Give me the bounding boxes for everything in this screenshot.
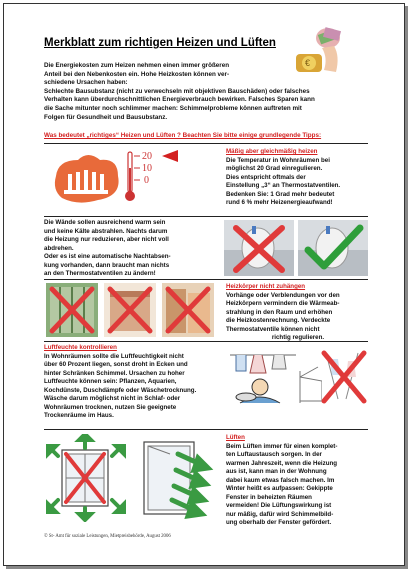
section-line: Fenster in beheizten Räumen <box>226 493 312 501</box>
intro-line: Schlechte Bausubstanz (nicht zu verwechseln mit objektiven Bauschäden) oder falsches <box>44 87 310 95</box>
section-line: Dies entspricht oftmals der <box>226 173 306 181</box>
section-line: über 60 Prozent liegen, sonst droht in Ecken und <box>44 361 188 369</box>
divider <box>44 216 368 217</box>
section-moderate-heating <box>226 148 372 208</box>
section-line: Die Temperatur in Wohnräumen bei <box>226 156 330 164</box>
section-heading: Luftfeuchte kontrollieren <box>44 344 117 351</box>
tips-question: Was bedeutet „richtiges“ Heizen und Lüften ? Beachten Sie bitte einige grundlegende Tipps: <box>44 132 322 139</box>
window-tilted-illustration <box>140 434 214 522</box>
section-line: Wohnräumen trocknen, nutzen Sie geeignete <box>44 403 177 411</box>
intro-line: Die Energiekosten zum Heizen nehmen einen immer größeren <box>44 62 230 69</box>
thermometer-label-20: 20 <box>142 151 152 162</box>
divider <box>44 429 368 430</box>
divider <box>44 341 368 342</box>
section-line: Heizkörpern vermindern die Wärmeab- <box>226 300 340 308</box>
section-line: Beim Lüften immer für einen komplet- <box>226 442 338 450</box>
section-line: richtig regulieren. <box>271 334 325 342</box>
section-line: vermeiden! Die Lüftungswirkung ist <box>226 502 332 510</box>
divider <box>44 143 368 144</box>
thermostat-on-illustration <box>298 220 368 276</box>
section-line: Einstellung „3“ an Thermostatventilen. <box>226 182 341 190</box>
covered-radiator-3-illustration <box>162 283 214 337</box>
thermometer-label-10: 10 <box>142 163 152 174</box>
page-title: Merkblatt zum richtigen Heizen und Lüften <box>44 37 276 49</box>
intro-line: schiedene Ursachen haben: <box>44 79 128 87</box>
section-line: Luftfeuchte können sein: Pflanzen, Aquarien, <box>44 378 177 386</box>
section-line: rund 6 % mehr Heizenergieaufwand! <box>226 199 333 207</box>
section-line: abdrehen. <box>44 244 74 252</box>
section-line: warmen Jahreszeit, wenn die Heizung <box>226 459 338 467</box>
section-line: hinter Schränken Schimmel. Ursachen zu hoher <box>44 369 185 377</box>
footer-copyright: © St- Amt für soziale Leistungen, Mietpreisbehörde, August 2006 <box>44 534 171 539</box>
section-line: Oder es ist eine automatische Nachtabsen- <box>44 253 171 261</box>
section-line: Bedenken Sie: 1 Grad mehr bedeutet <box>226 190 335 198</box>
intro-line: Folgen für Gesundheit und Bausubstanz. <box>44 113 168 121</box>
section-line: Trockenräume im Haus. <box>44 412 114 420</box>
section-line: und keine Kälte abstrahlen. Nachts darum <box>44 227 168 235</box>
section-heading: Mäßig aber gleichmäßig heizen <box>226 148 318 155</box>
section-humidity <box>44 344 220 421</box>
intro-text <box>44 62 364 122</box>
section-line: nur mäßig, dafür wird Schimmelbild- <box>226 510 334 518</box>
thermostat-off-illustration <box>224 220 294 276</box>
section-heading: Lüften <box>226 434 245 441</box>
svg-text:€: € <box>305 58 311 68</box>
section-line: Vorhänge oder Verblendungen vor den <box>226 291 340 299</box>
section-line: kung vorhanden, dann braucht man nichts <box>44 261 170 269</box>
section-line: ten Luftaustausch sorgen. In der <box>226 451 322 459</box>
section-line: Kochdünste, Duschdämpfe oder Wäschetrocknung. <box>44 386 197 394</box>
section-line: dabei kaum etwas falsch machen. Im <box>226 476 335 484</box>
section-line: aus ist, kann man in der Wohnung <box>226 468 327 476</box>
window-open-ventilation-illustration <box>46 434 126 522</box>
section-line: In Wohnräumen sollte die Luftfeuchtigkeit nicht <box>44 352 184 360</box>
section-warm-walls <box>44 219 212 279</box>
section-line: ung oberhalb der Fenster gefördert. <box>226 519 332 527</box>
laundry-drying-illustration <box>226 347 370 405</box>
section-line: Die Wände sollen ausreichend warm sein <box>44 219 166 226</box>
intro-line: Anteil bei den Nebenkosten ein. Hohe Heizkosten können ver- <box>44 70 230 78</box>
covered-radiator-1-illustration <box>46 283 98 337</box>
section-line: Winter heißt es aufpassen: Gekippte <box>226 485 333 493</box>
section-line: an den Thermostatventilen zu ändern! <box>44 270 156 278</box>
section-ventilation <box>226 434 372 528</box>
section-line: die Heizkostenrechnung. Verdeckte <box>226 317 331 325</box>
divider <box>44 279 368 280</box>
heater-thermometer-illustration <box>48 146 218 208</box>
section-heading: Heizkörper nicht zuhängen <box>226 283 306 290</box>
section-line: möglichst 20 Grad einregulieren. <box>226 165 323 173</box>
section-dont-cover-radiators <box>226 283 370 343</box>
intro-line: die Sache mitunter noch schlimmer machen: Schimmelprobleme können auftreten mit <box>44 104 302 112</box>
section-line: strahlung in den Raum und erhöhen <box>226 308 333 316</box>
covered-radiator-2-illustration <box>104 283 156 337</box>
section-line: die Heizung nur reduzieren, aber nicht voll <box>44 236 169 244</box>
section-line: Thermostatventile können nicht <box>226 325 320 333</box>
thermometer-label-0: 0 <box>144 175 149 186</box>
intro-line: Verhalten kann überdurchschnittlichen Energieverbrauch bewirken. Falsches Sparen kann <box>44 96 315 104</box>
section-line: Wäsche darum möglichst nicht in Schlaf- oder <box>44 395 181 403</box>
info-sheet-page <box>3 3 405 566</box>
